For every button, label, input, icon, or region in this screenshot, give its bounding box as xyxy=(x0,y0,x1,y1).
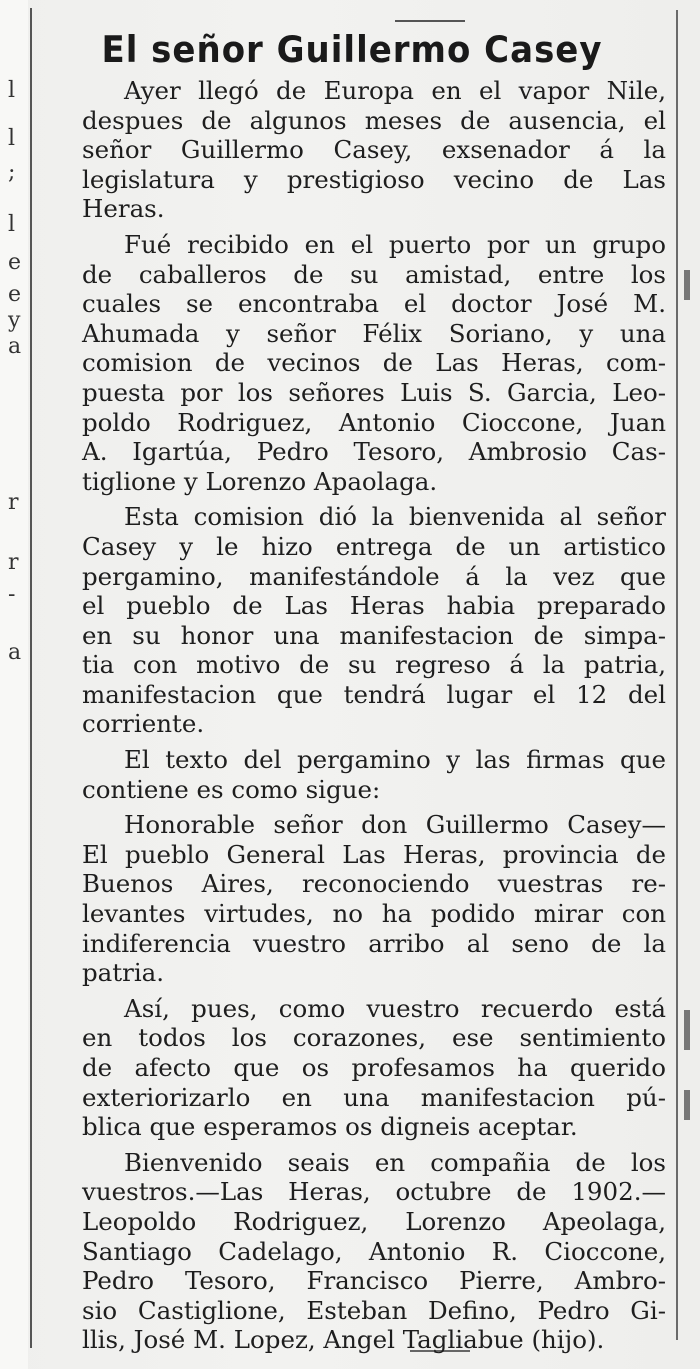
paragraph-line: Buenos Aires, reconociendo vuestras re- xyxy=(82,869,666,899)
paragraph-line: contiene es como sigue: xyxy=(82,774,381,804)
paragraph-line: poldo Rodriguez, Antonio Cioccone, Juan xyxy=(82,407,666,437)
paragraph-line: Santiago Cadelago, Antonio R. Cioccone, xyxy=(82,1236,666,1266)
paragraph-line: tia con motivo de su regreso á la patria, xyxy=(82,650,666,680)
paragraph-line: El pueblo General Las Heras, provincia de xyxy=(82,839,666,869)
margin-fragment: e xyxy=(8,282,22,307)
paragraph-line: llis, José M. Lopez, Angel Tagliabue (hijo). xyxy=(82,1325,605,1355)
paragraph-line: exteriorizarlo en una manifestacion pú- xyxy=(82,1082,666,1112)
paragraph-line: corriente. xyxy=(82,709,205,739)
column-rule-left xyxy=(30,8,32,1348)
adjacent-column-edge xyxy=(684,1010,690,1050)
paragraph-line: comision de vecinos de Las Heras, com- xyxy=(82,348,666,378)
paragraph-line: sio Castiglione, Esteban Defino, Pedro Gi- xyxy=(82,1295,666,1325)
paragraph-line: en todos los corazones, ese sentimiento xyxy=(82,1023,666,1053)
paragraph-line: vuestros.—Las Heras, octubre de 1902.— xyxy=(82,1177,666,1207)
adjacent-column-edge xyxy=(684,270,690,300)
paragraph-line: levantes virtudes, no ha podido mirar con xyxy=(82,899,666,929)
margin-fragment: l xyxy=(8,212,16,237)
paragraph-line: Heras. xyxy=(82,194,165,224)
paragraph-line: indiferencia vuestro arribo al seno de la xyxy=(82,928,666,958)
paragraph-line: Honorable señor don Guillermo Casey— xyxy=(124,810,666,840)
paragraph-line: de caballeros de su amistad, entre los xyxy=(82,259,666,289)
paragraph-line: pergamino, manifestándole á la vez que xyxy=(82,561,666,591)
margin-fragment: a xyxy=(8,334,22,359)
paragraph-line: tiglione y Lorenzo Apaolaga. xyxy=(82,466,438,496)
paragraph-line: manifestacion que tendrá lugar el 12 del xyxy=(82,679,666,709)
article-body xyxy=(38,76,666,1355)
margin-fragment: - xyxy=(8,582,16,607)
article-paragraph xyxy=(38,994,666,1142)
margin-fragment: ; xyxy=(8,160,16,185)
article-paragraph xyxy=(38,230,666,496)
article-paragraph xyxy=(38,76,666,224)
paragraph-line: El texto del pergamino y las firmas que xyxy=(124,745,666,775)
margin-fragment: r xyxy=(8,490,19,515)
article-paragraph xyxy=(38,810,666,988)
paragraph-line: blica que esperamos os digneis aceptar. xyxy=(82,1112,578,1142)
article-paragraph xyxy=(38,1148,666,1355)
margin-fragment: l xyxy=(8,126,16,151)
paragraph-line: de afecto que os profesamos ha querido xyxy=(82,1053,666,1082)
paragraph-line: Bienvenido seais en compañia de los xyxy=(124,1147,666,1177)
margin-fragment: e xyxy=(8,250,22,275)
paragraph-line: Ayer llegó de Europa en el vapor Nile, xyxy=(124,76,666,105)
top-rule-mark xyxy=(395,20,465,22)
margin-fragment: l xyxy=(8,78,16,103)
paragraph-line: Leopoldo Rodriguez, Lorenzo Apeolaga, xyxy=(82,1206,666,1236)
paragraph-line: Ahumada y señor Félix Soriano, y una xyxy=(82,318,666,348)
paragraph-line: legislatura y prestigioso vecino de Las xyxy=(82,164,666,194)
paragraph-line: A. Igartúa, Pedro Tesoro, Ambrosio Cas- xyxy=(82,437,666,467)
paragraph-line: Fué recibido en el puerto por un grupo xyxy=(124,229,666,259)
paragraph-line: Casey y le hizo entrega de un artistico xyxy=(82,531,666,561)
paragraph-line: Así, pues, como vuestro recuerdo está xyxy=(124,993,666,1023)
paragraph-line: en su honor una manifestacion de simpa- xyxy=(82,620,666,650)
article xyxy=(38,30,666,1355)
article-paragraph xyxy=(38,745,666,804)
paragraph-line: puesta por los señores Luis S. Garcia, Leo- xyxy=(82,377,666,407)
margin-fragment: y xyxy=(8,308,21,333)
paragraph-line: señor Guillermo Casey, exsenador á la xyxy=(82,135,666,165)
paragraph-line: despues de algunos meses de ausencia, el xyxy=(82,105,666,135)
column-rule-right xyxy=(676,10,678,1340)
margin-fragment: r xyxy=(8,550,19,575)
article-paragraph xyxy=(38,502,666,739)
paragraph-line: Esta comision dió la bienvenida al señor xyxy=(124,502,666,532)
paragraph-line: patria. xyxy=(82,958,165,988)
paragraph-line: Pedro Tesoro, Francisco Pierre, Ambro- xyxy=(82,1266,666,1296)
adjacent-column-strip xyxy=(0,0,28,1369)
margin-fragment: a xyxy=(8,640,22,665)
article-headline: El señor Guillermo Casey xyxy=(101,28,603,72)
paragraph-line: cuales se encontraba el doctor José M. xyxy=(82,289,666,319)
adjacent-column-edge xyxy=(684,1090,690,1120)
paragraph-line: el pueblo de Las Heras habia preparado xyxy=(82,591,666,621)
